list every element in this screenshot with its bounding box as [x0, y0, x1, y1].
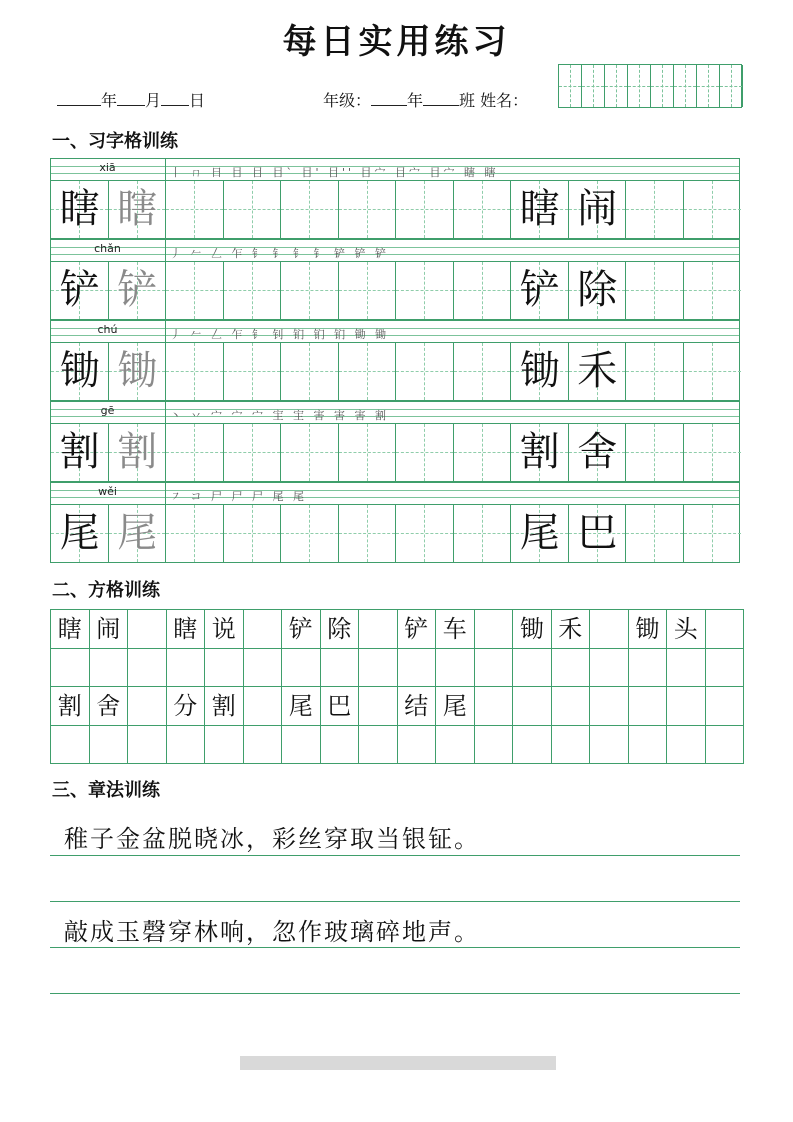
tianzi-grid[interactable]: [50, 158, 740, 563]
guide-line: [424, 343, 425, 400]
blurred-footer-watermark: [240, 1056, 556, 1070]
pinyin-divider: [165, 483, 166, 504]
guide-line: [712, 262, 713, 319]
guide-line: [252, 181, 253, 238]
tianzi-cell[interactable]: [396, 343, 454, 400]
grade-blank[interactable]: [371, 91, 407, 106]
pinyin-divider: [165, 321, 166, 342]
grade-field[interactable]: [323, 88, 528, 111]
guide-line: [654, 424, 655, 481]
fangge-character-cell[interactable]: 分: [167, 687, 206, 726]
fangge-empty-cell[interactable]: [706, 649, 745, 688]
tianzi-cell[interactable]: [396, 505, 454, 562]
tianzi-cell[interactable]: [454, 424, 512, 481]
guide-line: [712, 424, 713, 481]
fangge-empty-cell[interactable]: [590, 610, 629, 649]
writing-line[interactable]: [50, 993, 740, 994]
tianzi-cell-band: [50, 343, 740, 401]
fangge-empty-cell[interactable]: [244, 687, 283, 726]
guide-line: [654, 343, 655, 400]
tianzi-cell[interactable]: [224, 505, 282, 562]
fangge-empty-cell[interactable]: [359, 610, 398, 649]
guide-line: [712, 343, 713, 400]
tianzi-cell[interactable]: [396, 424, 454, 481]
word-character: 巴: [577, 510, 618, 556]
fangge-character-cell[interactable]: 禾: [552, 610, 591, 649]
fangge-empty-cell[interactable]: [475, 649, 514, 688]
pinyin-label: wěi: [98, 485, 117, 498]
fangge-empty-cell[interactable]: [629, 687, 668, 726]
tianzi-cell[interactable]: [626, 262, 684, 319]
section-heading-zhangfa: 三、章法训练: [52, 780, 160, 801]
fangge-empty-cell[interactable]: [359, 687, 398, 726]
writing-line[interactable]: [50, 855, 740, 856]
fangge-empty-cell[interactable]: [398, 649, 437, 688]
fangge-empty-cell[interactable]: [282, 649, 321, 688]
fangge-empty-cell[interactable]: [513, 726, 552, 765]
fangge-empty-cell[interactable]: [51, 649, 90, 688]
tianzi-cell-band: [50, 505, 740, 563]
guide-line: [593, 65, 594, 107]
pinyin-label: gē: [100, 404, 115, 417]
tianzi-cell[interactable]: [166, 505, 224, 562]
fangge-empty-cell[interactable]: [321, 649, 360, 688]
trace-character: 锄: [117, 348, 158, 394]
fangge-empty-cell[interactable]: [321, 726, 360, 765]
guide-line: [194, 181, 195, 238]
model-character: 尾: [59, 510, 100, 556]
guide-line: [616, 65, 617, 107]
fangge-empty-cell[interactable]: [244, 610, 283, 649]
guide-line: [639, 65, 640, 107]
tianzi-cell-band: [50, 262, 740, 320]
tianzi-cell[interactable]: [224, 343, 282, 400]
guide-line: [712, 181, 713, 238]
writing-line[interactable]: [50, 947, 740, 948]
tianzi-cell[interactable]: [684, 505, 742, 562]
fangge-empty-cell[interactable]: [90, 726, 129, 765]
guide-line: [482, 424, 483, 481]
stroke-order: 丿 𠂉 𠃋 乍 钅 钅 钅 钅 铲 铲 铲: [170, 247, 389, 260]
name-grid-cell[interactable]: [605, 65, 628, 107]
grade-label: 年级：: [323, 91, 372, 110]
word-character: 除: [577, 267, 618, 313]
trace-character: 瞎: [117, 186, 158, 232]
fangge-empty-cell[interactable]: [513, 649, 552, 688]
guide-line: [482, 343, 483, 400]
guide-line: [654, 262, 655, 319]
practice-row: [50, 158, 740, 239]
word-character: 尾: [519, 510, 560, 556]
fangge-character-cell[interactable]: 瞎: [51, 610, 90, 649]
grade-year-label: 年: [407, 91, 424, 110]
tianzi-cell[interactable]: [166, 424, 224, 481]
fangge-empty-cell[interactable]: [244, 649, 283, 688]
guide-line: [424, 424, 425, 481]
month-blank[interactable]: [117, 91, 145, 106]
fangge-empty-cell[interactable]: [51, 726, 90, 765]
tianzi-cell[interactable]: [684, 343, 742, 400]
fangge-empty-cell[interactable]: [629, 649, 668, 688]
guide-line: [654, 181, 655, 238]
fangge-character-cell[interactable]: 割: [205, 687, 244, 726]
trace-character: 尾: [117, 510, 158, 556]
guide-line: [194, 505, 195, 562]
pinyin-divider: [165, 402, 166, 423]
fangge-empty-cell[interactable]: [205, 649, 244, 688]
fangge-character-cell[interactable]: 头: [667, 610, 706, 649]
guide-line: [654, 505, 655, 562]
page-title: 每日实用练习: [282, 22, 511, 62]
fangge-empty-cell[interactable]: [244, 726, 283, 765]
fangge-empty-cell[interactable]: [667, 726, 706, 765]
practice-row: [50, 401, 740, 482]
fangge-empty-cell[interactable]: [205, 726, 244, 765]
word-character: 瞎: [519, 186, 560, 232]
tianzi-cell[interactable]: [281, 424, 339, 481]
tianzi-cell[interactable]: [339, 262, 397, 319]
fangge-character-cell[interactable]: 割: [51, 687, 90, 726]
fangge-character-cell[interactable]: 结: [398, 687, 437, 726]
word-character: 铲: [519, 267, 560, 313]
guide-line: [309, 262, 310, 319]
tianzi-cell[interactable]: [396, 262, 454, 319]
year-label: 年: [101, 91, 118, 110]
tianzi-cell[interactable]: [454, 181, 512, 238]
guide-line: [482, 262, 483, 319]
tianzi-cell[interactable]: [281, 505, 339, 562]
name-grid-cell[interactable]: [697, 65, 720, 107]
model-character: 割: [59, 429, 100, 475]
guide-line: [712, 505, 713, 562]
fangge-character-cell[interactable]: 闹: [90, 610, 129, 649]
fangge-empty-cell[interactable]: [359, 649, 398, 688]
tianzi-cell[interactable]: [281, 181, 339, 238]
guide-line: [252, 424, 253, 481]
trace-character: 割: [117, 429, 158, 475]
guide-line: [424, 262, 425, 319]
tianzi-cell[interactable]: [166, 181, 224, 238]
guide-line: [424, 181, 425, 238]
section-heading-fangge: 二、方格训练: [52, 580, 160, 601]
fangge-empty-cell[interactable]: [590, 726, 629, 765]
section-heading-tianzi: 一、习字格训练: [52, 131, 178, 152]
name-grid-cell[interactable]: [651, 65, 674, 107]
fangge-empty-cell[interactable]: [128, 649, 167, 688]
tianzi-cell[interactable]: [626, 343, 684, 400]
tianzi-cell[interactable]: [454, 262, 512, 319]
verse-line-1: 稚子金盆脱晓冰，彩丝穿取当银钲。: [64, 825, 480, 853]
tianzi-cell[interactable]: [684, 262, 742, 319]
tianzi-cell-band: [50, 181, 740, 239]
fangge-character-cell[interactable]: 铲: [398, 610, 437, 649]
fangge-grid[interactable]: [50, 609, 744, 764]
day-label: 日: [189, 91, 206, 110]
fangge-empty-cell[interactable]: [359, 726, 398, 765]
tianzi-cell[interactable]: [224, 424, 282, 481]
name-grid-cell[interactable]: [720, 65, 743, 107]
fangge-empty-cell[interactable]: [590, 649, 629, 688]
fangge-character-cell[interactable]: 除: [321, 610, 360, 649]
fangge-empty-cell[interactable]: [590, 687, 629, 726]
tianzi-cell[interactable]: [626, 424, 684, 481]
fangge-empty-cell[interactable]: [167, 649, 206, 688]
tianzi-cell[interactable]: [626, 505, 684, 562]
fangge-character-cell[interactable]: 锄: [513, 610, 552, 649]
fangge-character-cell[interactable]: 锄: [629, 610, 668, 649]
stroke-order: 丿 𠂉 𠃋 乍 钅 钊 钔 钔 钔 锄 锄: [170, 328, 389, 341]
tianzi-cell[interactable]: [626, 181, 684, 238]
guide-line: [424, 505, 425, 562]
guide-line: [309, 181, 310, 238]
model-character: 瞎: [59, 186, 100, 232]
word-character: 锄: [519, 348, 560, 394]
stroke-order: 丶 丷 宀 宀 宀 宔 宔 害 害 害 割: [170, 409, 389, 422]
guide-line: [662, 65, 663, 107]
tianzi-cell[interactable]: [339, 343, 397, 400]
practice-row: [50, 320, 740, 401]
guide-line: [482, 181, 483, 238]
fangge-empty-cell[interactable]: [436, 726, 475, 765]
fangge-character-cell[interactable]: 舍: [90, 687, 129, 726]
month-label: 月: [145, 91, 162, 110]
tianzi-cell[interactable]: [224, 262, 282, 319]
guide-line: [367, 505, 368, 562]
fangge-empty-cell[interactable]: [552, 726, 591, 765]
fangge-empty-cell[interactable]: [513, 687, 552, 726]
fangge-character-cell[interactable]: 说: [205, 610, 244, 649]
pinyin-label: chǎn: [94, 242, 121, 255]
tianzi-cell[interactable]: [224, 181, 282, 238]
fangge-empty-cell[interactable]: [398, 726, 437, 765]
pinyin-label: xiā: [99, 161, 116, 174]
tianzi-cell[interactable]: [684, 424, 742, 481]
fangge-character-cell[interactable]: 尾: [436, 687, 475, 726]
verse-line-2: 敲成玉磬穿林响，忽作玻璃碎地声。: [64, 918, 480, 946]
guide-line: [367, 262, 368, 319]
tianzi-cell[interactable]: [281, 343, 339, 400]
fangge-empty-cell[interactable]: [552, 687, 591, 726]
name-grid-cell[interactable]: [559, 65, 582, 107]
fangge-empty-cell[interactable]: [629, 726, 668, 765]
fangge-empty-cell[interactable]: [706, 687, 745, 726]
tianzi-cell[interactable]: [281, 262, 339, 319]
fangge-empty-cell[interactable]: [128, 726, 167, 765]
tianzi-cell[interactable]: [339, 181, 397, 238]
tianzi-cell-band: [50, 424, 740, 482]
guide-line: [252, 262, 253, 319]
model-character: 铲: [59, 267, 100, 313]
fangge-empty-cell[interactable]: [128, 687, 167, 726]
fangge-character-cell[interactable]: 铲: [282, 610, 321, 649]
trace-character: 铲: [117, 267, 158, 313]
fangge-empty-cell[interactable]: [475, 610, 514, 649]
fangge-empty-cell[interactable]: [667, 687, 706, 726]
tianzi-cell[interactable]: [396, 181, 454, 238]
guide-line: [194, 262, 195, 319]
fangge-empty-cell[interactable]: [552, 649, 591, 688]
model-character: 锄: [59, 348, 100, 394]
guide-line: [194, 343, 195, 400]
guide-line: [309, 505, 310, 562]
fangge-character-cell[interactable]: 尾: [282, 687, 321, 726]
stroke-order: 丨 ㄇ 日 目 目 目` 目' 目'' 目宀 目宀 目宀 瞎 瞎: [170, 166, 499, 179]
guide-line: [367, 424, 368, 481]
fangge-empty-cell[interactable]: [128, 610, 167, 649]
guide-line: [309, 424, 310, 481]
guide-line: [570, 65, 571, 107]
tianzi-cell[interactable]: [166, 343, 224, 400]
fangge-empty-cell[interactable]: [167, 726, 206, 765]
name-grid-cell[interactable]: [674, 65, 697, 107]
tianzi-cell[interactable]: [339, 424, 397, 481]
fangge-empty-cell[interactable]: [436, 649, 475, 688]
guide-line: [252, 505, 253, 562]
tianzi-cell[interactable]: [166, 262, 224, 319]
guide-line: [367, 181, 368, 238]
word-character: 割: [519, 429, 560, 475]
fangge-empty-cell[interactable]: [706, 726, 745, 765]
year-blank[interactable]: [57, 91, 101, 106]
fangge-empty-cell[interactable]: [706, 610, 745, 649]
practice-row: [50, 482, 740, 563]
word-character: 舍: [577, 429, 618, 475]
date-field[interactable]: [57, 88, 205, 111]
pinyin-label: chú: [97, 323, 118, 336]
name-grid-cell[interactable]: [628, 65, 651, 107]
fangge-empty-cell[interactable]: [475, 687, 514, 726]
guide-line: [685, 65, 686, 107]
fangge-empty-cell[interactable]: [282, 726, 321, 765]
pinyin-divider: [165, 159, 166, 180]
name-label: 姓名：: [480, 91, 529, 110]
tianzi-cell[interactable]: [684, 181, 742, 238]
guide-line: [367, 343, 368, 400]
name-grid[interactable]: [558, 64, 742, 108]
word-character: 禾: [577, 348, 618, 394]
guide-line: [309, 343, 310, 400]
writing-line[interactable]: [50, 901, 740, 902]
practice-row: [50, 239, 740, 320]
fangge-character-cell[interactable]: 瞎: [167, 610, 206, 649]
day-blank[interactable]: [161, 91, 189, 106]
guide-line: [482, 505, 483, 562]
guide-line: [252, 343, 253, 400]
guide-line: [194, 424, 195, 481]
fangge-character-cell[interactable]: 车: [436, 610, 475, 649]
word-character: 闹: [577, 186, 618, 232]
name-grid-cell[interactable]: [582, 65, 605, 107]
fangge-empty-cell[interactable]: [667, 649, 706, 688]
tianzi-cell[interactable]: [339, 505, 397, 562]
fangge-empty-cell[interactable]: [90, 649, 129, 688]
stroke-order: ㇇ コ 尸 尸 尸 尾 尾: [170, 490, 307, 503]
pinyin-divider: [165, 240, 166, 261]
guide-line: [731, 65, 732, 107]
fangge-empty-cell[interactable]: [475, 726, 514, 765]
class-blank[interactable]: [423, 91, 459, 106]
class-label: 班: [459, 91, 476, 110]
fangge-character-cell[interactable]: 巴: [321, 687, 360, 726]
tianzi-cell[interactable]: [454, 343, 512, 400]
tianzi-cell[interactable]: [454, 505, 512, 562]
guide-line: [708, 65, 709, 107]
